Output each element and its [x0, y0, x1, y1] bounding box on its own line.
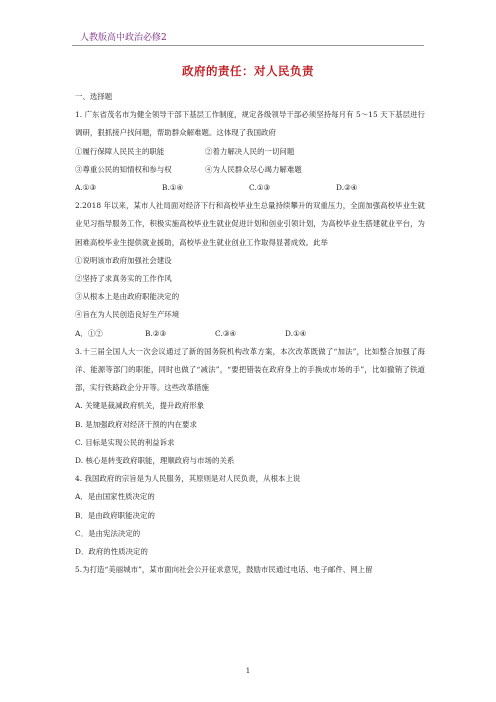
q2-choice-b: B.②③ — [145, 328, 167, 338]
q3-choice-c: C. 目标是实现公民的利益诉求 — [75, 437, 175, 447]
question-1-stem: 1. 广东省茂名市为健全领导干部下基层工作制度，规定各级领导干部必须坚持每月有 5～15 天下基层进行调研，狠抓接户找问题，帮助群众解难题。这体现了我国政府 — [75, 110, 425, 138]
q1-choice-a: A.①③ — [75, 183, 97, 193]
q2-choice-d: D.①④ — [285, 328, 307, 338]
q1-choice-c: C.①③ — [249, 183, 271, 193]
question-5-stem: 5.为打造“美丽城市”，某市面向社会公开征求意见，鼓励市民通过电话、电子邮件、网上留 — [75, 565, 373, 575]
q4-choice-a: A．是由国家性质决定的 — [75, 492, 155, 502]
header-rule — [72, 45, 424, 46]
q2-option-2: ②坚持了求真务实的工作作风 — [75, 274, 172, 284]
document-body — [75, 88, 425, 579]
question-2-choices — [75, 325, 425, 343]
section-heading: 一、选择题 — [75, 92, 113, 101]
q2-option-4: ④旨在为人民创造良好生产环境 — [75, 310, 180, 320]
q2-choice-a: A．①② — [75, 328, 103, 338]
q1-choice-b: B.①④ — [162, 183, 184, 193]
q4-choice-b: B．是由政府职能决定的 — [75, 510, 155, 520]
q1-option-1: ①履行保障人民民主的职能 — [75, 146, 165, 156]
question-3-stem: 3.十三届全国人大一次会议通过了新的国务院机构改革方案，本次改革既做了“加法”，比如整合加强了海洋、能源等部门的职能，同时也做了“减法”，“要把错装在政府身上的手换成市场的手”，比如撤销了铁道部，实行铁路政企分开等。这些改革措施 — [75, 346, 425, 393]
question-1-choices — [75, 179, 425, 197]
q2-option-3: ③从根本上是由政府职能决定的 — [75, 292, 180, 302]
q2-choice-c: C.③④ — [215, 328, 237, 338]
question-1-options-row-1 — [75, 143, 425, 161]
question-1-options-row-2 — [75, 161, 425, 179]
q1-option-4: ④为人民群众尽心竭力解难题 — [205, 164, 302, 174]
question-2-stem: 2.2018 年以来，某市人社局面对经济下行和高校毕业生总量持续攀升的双重压力，全面加强高校毕业生就业见习指导服务工作，积极实施高校毕业生就业促进计划和创业引领计划，为高校毕业生搭建就业平台，为困难高校毕业生提供就业援助，高校毕业生就业创业工作取得显著成效。此举 — [75, 201, 425, 247]
question-4-stem: 4. 我国政府的宗旨是为人民服务，其原则是对人民负责，从根本上说 — [75, 474, 301, 484]
q3-choice-a: A. 关键是裁减政府机关，提升政府形象 — [75, 401, 205, 411]
q3-choice-b: B. 是加强政府对经济干预的内在要求 — [75, 419, 197, 429]
running-header: 人教版高中政治必修2 — [80, 33, 167, 43]
q2-option-1: ①说明该市政府加强社会建设 — [75, 255, 172, 265]
q3-choice-d: D. 核心是转变政府职能，理顺政府与市场的关系 — [75, 456, 235, 466]
q4-choice-d: D．政府的性质决定的 — [75, 547, 148, 557]
page-number: 1 — [245, 667, 251, 675]
q4-choice-c: C．是由宪法决定的 — [75, 528, 141, 538]
q1-choice-d: D.②④ — [336, 183, 358, 193]
document-title: 政府的责任：对人民负责 — [182, 64, 314, 78]
q1-option-3: ③尊重公民的知情权和参与权 — [75, 164, 172, 174]
q1-option-2: ②着力解决人民的一切问题 — [205, 146, 295, 156]
